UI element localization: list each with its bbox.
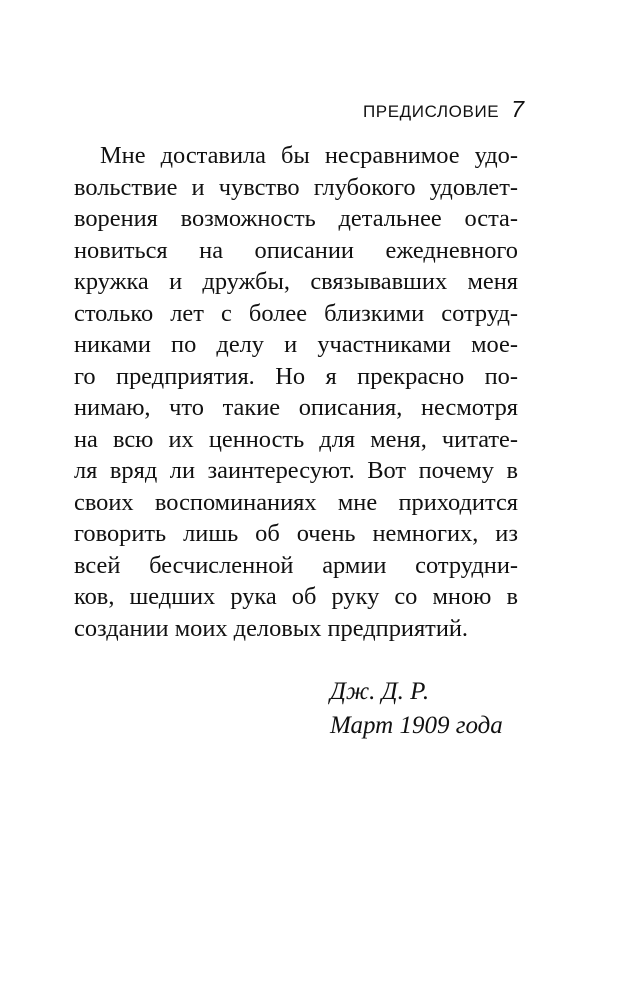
text-line: столько лет с более близкими сотруд-	[74, 299, 518, 327]
text-line: всей бесчисленной армии сотрудни-	[74, 551, 518, 579]
text-line: кружка и дружбы, связывавших меня	[74, 268, 518, 295]
signature-author: Дж. Д. Р.	[330, 678, 430, 705]
running-head	[363, 96, 524, 123]
text-line: нимаю, что такие описания, несмотря	[74, 394, 518, 421]
page-number: 7	[511, 96, 524, 122]
text-line: своих воспоминаниях мне приходится	[74, 488, 518, 516]
text-line: говорить лишь об очень немногих, из	[74, 520, 518, 547]
text-line: создании моих деловых предприятий.	[74, 614, 469, 642]
text-line: вольствие и чувство глубокого удовлет-	[74, 173, 518, 201]
body-paragraph	[74, 140, 518, 644]
signature-block	[330, 675, 503, 743]
text-line: го предприятия. Но я прекрасно по-	[74, 362, 518, 390]
text-line: Мне доставила бы несравнимое удо-	[100, 142, 518, 169]
text-line: ворения возможность детальнее оста-	[74, 205, 518, 232]
text-line: ков, шедших рука об руку со мною в	[74, 583, 518, 610]
text-line: ля вряд ли заинтересуют. Вот почему в	[74, 457, 518, 484]
text-line: новиться на описании ежедневного	[74, 236, 518, 264]
section-title: ПРЕДИСЛОВИЕ	[362, 102, 500, 121]
text-line: на всю их ценность для меня, читате-	[74, 425, 518, 453]
text-line: никами по делу и участниками мое-	[74, 331, 518, 358]
signature-date: Март 1909 года	[330, 712, 503, 739]
